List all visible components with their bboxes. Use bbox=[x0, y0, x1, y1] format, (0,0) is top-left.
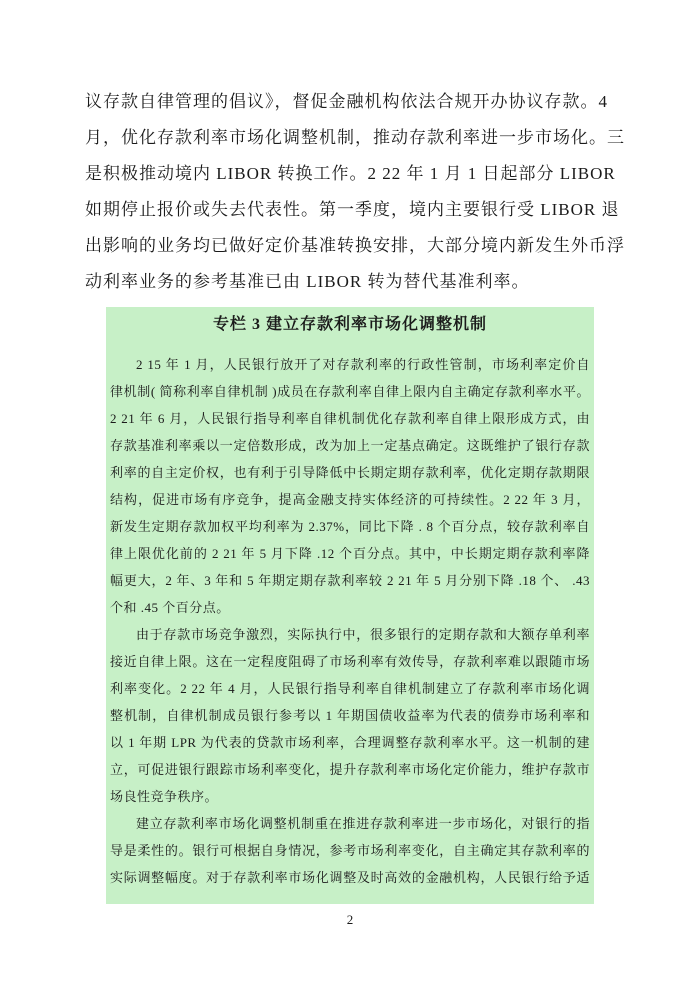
text-line: 动利率业务的参考基准已由 LIBOR 转为替代基准利率。 bbox=[85, 272, 530, 291]
page-number: 2 bbox=[346, 912, 354, 927]
text-line: 个和 .45 个百分点。 bbox=[110, 600, 230, 615]
text-line: 幅更大，2 年、3 年和 5 年期定期存款利率较 2 21 年 5 月分别下降 .18 个、 .43 bbox=[110, 573, 590, 588]
column-box-title: 专栏 3 建立存款利率市场化调整机制 bbox=[212, 316, 487, 333]
text-line: 利率的自主定价权，也有利于引导降低中长期定期存款利率，优化定期存款期限 bbox=[110, 465, 590, 480]
text-line: 律机制( 简称利率自律机制 )成员在存款利率自律上限内自主确定存款利率水平。 bbox=[110, 384, 590, 399]
text-line: 议存款自律管理的倡议》，督促金融机构依法合规开办协议存款。4 bbox=[85, 92, 608, 111]
text-line: 整机制，自律机制成员银行参考以 1 年期国债收益率为代表的债券市场利率和 bbox=[110, 708, 590, 723]
text-line: 建立存款利率市场化调整机制重在推进存款利率进一步市场化，对银行的指 bbox=[136, 816, 590, 831]
text-line: 是积极推动境内 LIBOR 转换工作。2 22 年 1 月 1 日起部分 LIBOR bbox=[85, 164, 616, 183]
text-line: 场良性竞争秩序。 bbox=[110, 789, 219, 804]
text-line: 2 15 年 1 月，人民银行放开了对存款利率的行政性管制，市场利率定价自 bbox=[136, 357, 590, 372]
text-line: 以 1 年期 LPR 为代表的贷款市场利率，合理调整存款利率水平。这一机制的建 bbox=[110, 735, 590, 750]
column-box bbox=[106, 307, 594, 904]
text-line: 利率变化。2 22 年 4 月，人民银行指导利率自律机制建立了存款利率市场化调 bbox=[110, 681, 590, 696]
text-line: 如期停止报价或失去代表性。第一季度，境内主要银行受 LIBOR 退 bbox=[85, 200, 620, 219]
text-line: 接近自律上限。这在一定程度阻碍了市场利率有效传导，存款利率难以跟随市场 bbox=[110, 654, 590, 669]
text-line: 立，可促进银行跟踪市场利率变化，提升存款利率市场化定价能力，维护存款市 bbox=[110, 762, 590, 777]
text-line: 月，优化存款利率市场化调整机制，推动存款利率进一步市场化。三 bbox=[85, 128, 625, 147]
intro-paragraph bbox=[85, 84, 625, 300]
text-line: 出影响的业务均已做好定价基准转换安排，大部分境内新发生外币浮 bbox=[85, 236, 625, 255]
text-line: 导是柔性的。银行可根据自身情况，参考市场利率变化，自主确定其存款利率的 bbox=[110, 843, 590, 858]
text-line: 实际调整幅度。对于存款利率市场化调整及时高效的金融机构，人民银行给予适 bbox=[110, 870, 590, 885]
text-line: 存款基准利率乘以一定倍数形成，改为加上一定基点确定。这既维护了银行存款 bbox=[110, 438, 590, 453]
text-line: 律上限优化前的 2 21 年 5 月下降 .12 个百分点。其中，中长期定期存款利率降 bbox=[110, 546, 590, 561]
text-line: 结构，促进市场有序竞争，提高金融支持实体经济的可持续性。2 22 年 3 月， bbox=[110, 492, 590, 507]
column-box-body bbox=[110, 351, 590, 891]
text-line: 2 21 年 6 月，人民银行指导利率自律机制优化存款利率自律上限形成方式，由 bbox=[110, 411, 590, 426]
text-line: 由于存款市场竞争激烈，实际执行中，很多银行的定期存款和大额存单利率 bbox=[136, 627, 590, 642]
text-line: 新发生定期存款加权平均利率为 2.37%，同比下降 . 8 个百分点，较存款利率自 bbox=[110, 519, 590, 534]
